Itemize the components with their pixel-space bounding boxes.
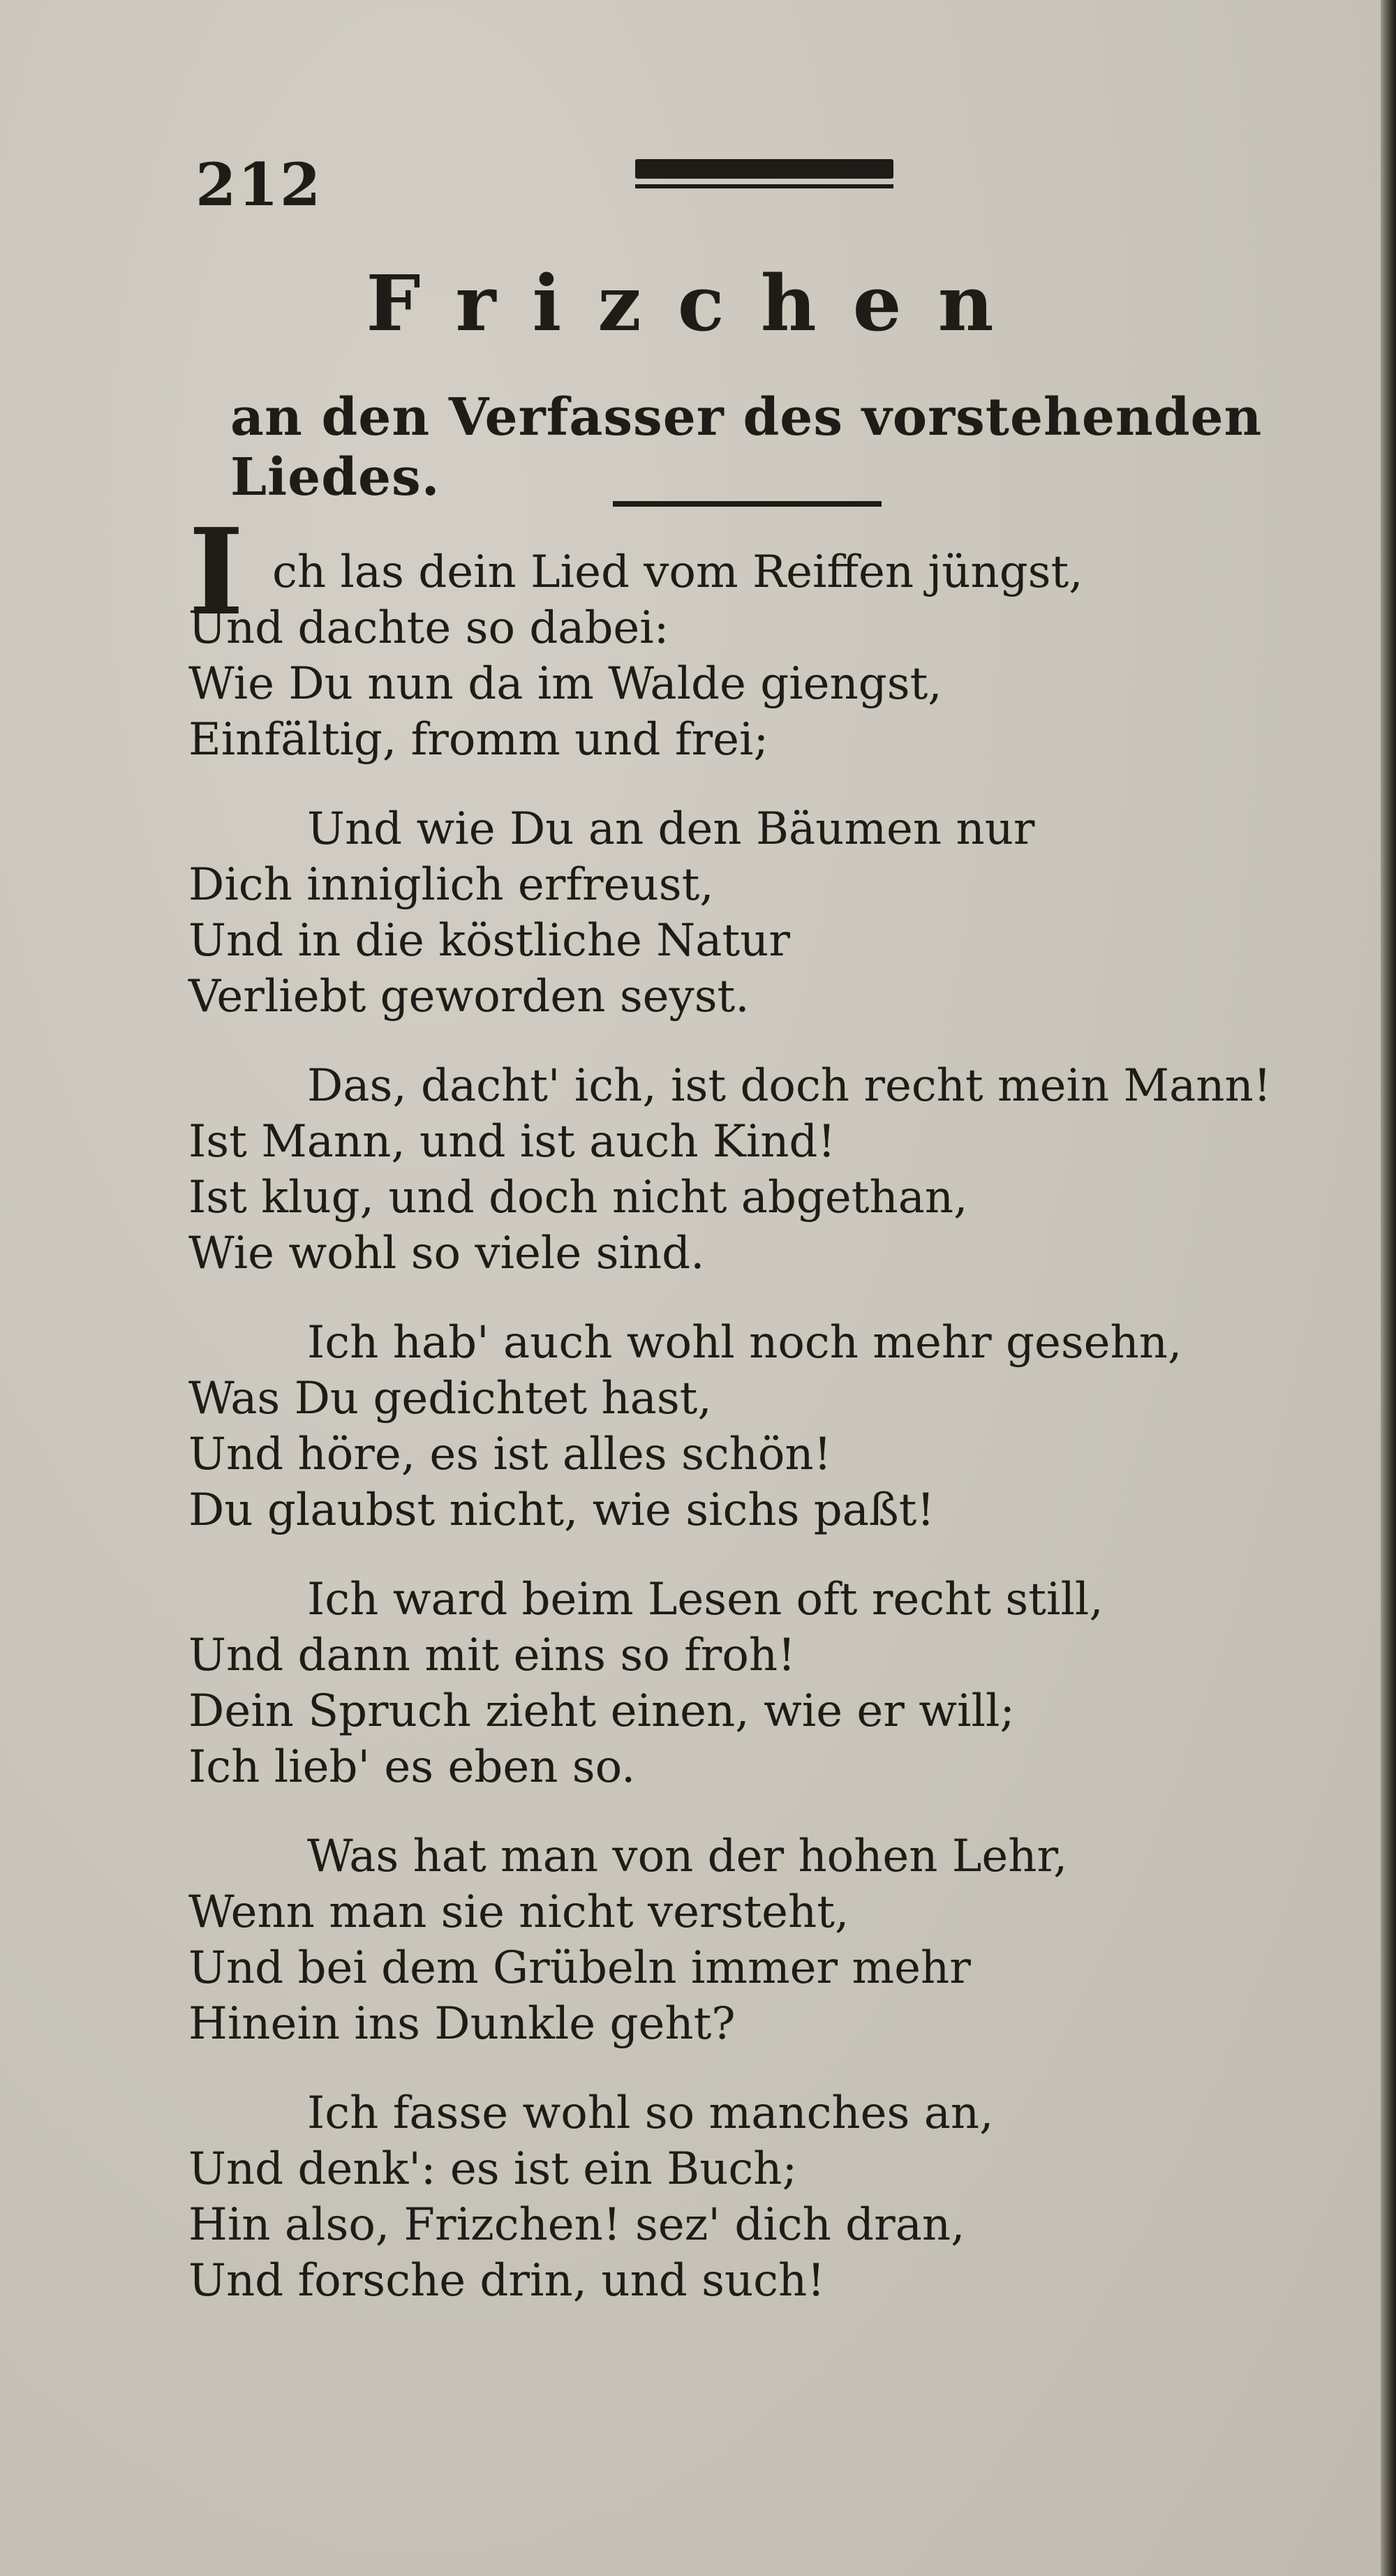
stanza — [188, 544, 1368, 768]
poem-line: Ist Mann, und ist auch Kind! — [188, 1116, 836, 1168]
poem-line: Wie wohl so viele sind. — [188, 1228, 705, 1279]
poem-line: Du glaubst nicht, wie sichs paßt! — [188, 1484, 935, 1536]
header-rule-thin — [635, 184, 893, 188]
poem-line: Und in die köstliche Natur — [188, 915, 790, 967]
poem-body — [188, 544, 1368, 2342]
page-number: 212 — [195, 150, 322, 219]
poem-line: Was hat man von der hohen Lehr, — [307, 1831, 1068, 1882]
poem-line: Ich fasse wohl so manches an, — [307, 2087, 994, 2139]
poem-line: ch las dein Lied vom Reiffen jüngst, — [272, 546, 1083, 598]
poem-line: Ich ward beim Lesen oft recht still, — [307, 1574, 1104, 1625]
stanza — [188, 1572, 1368, 1795]
poem-subtitle: an den Verfasser des vorstehenden Liedes. — [230, 387, 1263, 507]
book-spine-edge — [1381, 0, 1396, 2576]
poem-line: Dich inniglich erfreust, — [188, 859, 714, 911]
stanza — [188, 1829, 1368, 2052]
stanza — [188, 801, 1368, 1025]
poem-line: Ich hab' auch wohl noch mehr gesehn, — [307, 1317, 1182, 1369]
poem-line: Ist klug, und doch nicht abgethan, — [188, 1172, 968, 1223]
poem-line: Wenn man sie nicht versteht, — [188, 1886, 849, 1938]
poem-line: Hin also, Frizchen! sez' dich dran, — [188, 2199, 965, 2251]
poem-line: Und bei dem Grübeln immer mehr — [188, 1942, 971, 1994]
stanza — [188, 1315, 1368, 1538]
poem-line: Hinein ins Dunkle geht? — [188, 1998, 736, 2050]
poem-line: Wie Du nun da im Walde giengst, — [188, 658, 942, 710]
poem-title: Frizchen — [366, 258, 1030, 348]
poem-line: Und denk': es ist ein Buch; — [188, 2143, 798, 2195]
header-ornament-rule — [635, 159, 893, 193]
poem-line: Dein Spruch zieht einen, wie er will; — [188, 1685, 1015, 1737]
drop-cap: I — [188, 502, 244, 642]
poem-line: Das, dacht' ich, ist doch recht mein Mann! — [307, 1060, 1272, 1112]
poem-line: Verliebt geworden seyst. — [188, 971, 750, 1022]
poem-line: Und wie Du an den Bäumen nur — [307, 803, 1035, 855]
poem-line: Und forsche drin, und such! — [188, 2255, 825, 2307]
header-rule-thick — [635, 159, 893, 179]
poem-line: Und dann mit eins so froh! — [188, 1630, 796, 1681]
poem-line: Und höre, es ist alles schön! — [188, 1429, 832, 1480]
stanza — [188, 2085, 1368, 2309]
poem-line: Und dachte so dabei: — [188, 602, 669, 654]
stanza — [188, 1058, 1368, 1281]
poem-line: Ich lieb' es eben so. — [188, 1741, 636, 1793]
title-divider — [613, 501, 882, 507]
poem-line: Was Du gedichtet hast, — [188, 1373, 712, 1424]
poem-line: Einfältig, fromm und frei; — [188, 714, 769, 766]
